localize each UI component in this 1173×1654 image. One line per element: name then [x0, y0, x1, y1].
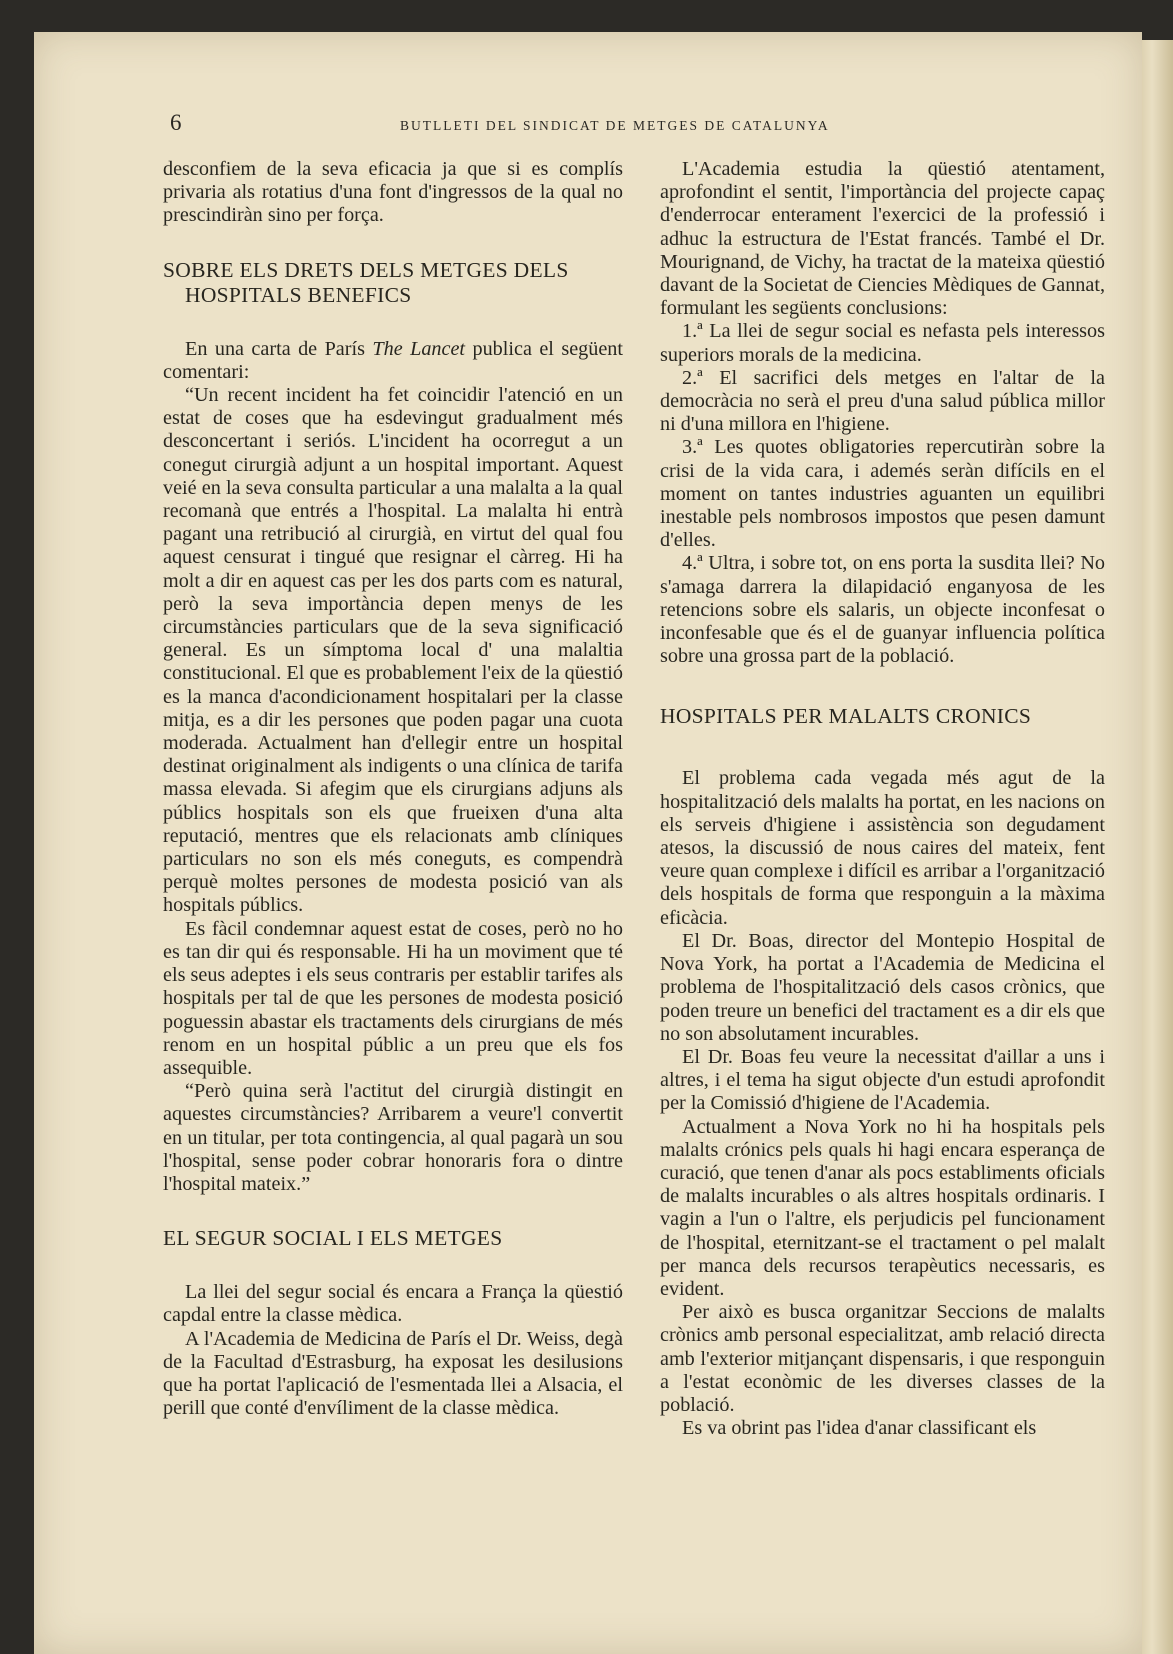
paragraph: A l'Academia de Medicina de París el Dr. Weiss, degà de la Facultad d'Estrasburg, ha exposat les desilusions que ha portat l'aplicació de l'esmentada llei a Alsacia, el perill que conté d'envíliment de la classe mèdica. — [163, 1327, 623, 1420]
heading-line: HOSPITALS BENEFICS — [185, 282, 412, 307]
text-run: En una carta de París — [185, 337, 373, 360]
paragraph: El Dr. Boas feu veure la necessitat d'aillar a uns i altres, i el tema ha sigut objecte d'un estudi aprofondit per la Comissió d'higiene de l'Academia. — [660, 1045, 1105, 1115]
heading-line: SOBRE ELS DRETS DELS METGES DELS — [163, 257, 569, 282]
paragraph: desconfiem de la seva eficacia ja que si es complís privaria als rotatius d'una font d'ingressos de la qual no prescindiràn sino per força. — [163, 158, 623, 227]
paragraph: Es fàcil condemnar aquest estat de coses, però no ho es tan dir qui és responsable. Hi ha un moviment que té els seus adeptes i els seus contraris per establir tarifes als hospitals per tal de que les persones de modesta posició poguessin abastar els tractaments dels cirurgians de més renom en un hospital públic a un preu que els fos assequible. — [163, 917, 623, 1079]
paragraph: L'Academia estudia la qüestió atentament, aprofondint el sentit, l'importància del projecte capaç d'enderrocar enterament l'exercici de la professió i adhuc la estructura de l'Estat francés. També el Dr. Mourignand, de Vichy, ha tractat de la mateixa qüestió davant de la Societat de Ciencies Mèdiques de Gannat, formulant les següents conclusions: — [660, 158, 1105, 320]
section-heading-segur-social: EL SEGUR SOCIAL I ELS METGES — [163, 1226, 503, 1251]
conclusion-item: 4.ª Ultra, i sobre tot, on ens porta la susdita llei? No s'amaga darrera la dilapidació enganyosa de les retencions sobre els salaris, un objecte inconfesat o inconfesable que és el de guanyar influencia política sobre una grossa part de la població. — [660, 552, 1105, 668]
conclusion-item: 2.ª El sacrifici dels metges en l'altar de la democràcia no serà el preu d'una salud pública millor ni d'una millora en l'higiene. — [660, 366, 1105, 436]
journal-title: The Lancet — [372, 337, 466, 360]
conclusion-item: 3.ª Les quotes obligatories repercutiràn sobre la crisi de la vida cara, i ademés seràn difícils en el moment on tantes industries aguanten un equilibri inestable pels nombrosos impostos que pesen damunt d'elles. — [660, 436, 1105, 552]
left-column — [163, 158, 623, 1420]
paragraph — [163, 338, 623, 384]
page-number: 6 — [170, 110, 182, 135]
section-heading-hospitals-cronics: HOSPITALS PER MALALTS CRONICS — [660, 704, 1032, 729]
page-header — [170, 110, 1100, 140]
running-title: BUTLLETI DEL SINDICAT DE METGES DE CATALUNYA — [400, 118, 830, 133]
paragraph: El problema cada vegada més agut de la hospitalització dels malalts ha portat, en les nacions on els serveis d'higiene i assistència son degudament atesos, la discussió de nous caires del mateix, fent veure quan complexe i difícil es arribar a l'organització dels hospitals de forma que responguin a la màxima eficàcia. — [660, 767, 1105, 929]
paragraph: La llei del segur social és encara a França la qüestió capdal entre la classe mèdica. — [163, 1281, 623, 1327]
section-heading-drets-metges — [163, 258, 623, 308]
right-column — [660, 158, 1105, 1440]
paragraph: “Però quina serà l'actitut del cirurgià distingit en aquestes circumstàncies? Arribarem a veure'l convertit en un titular, per tota contingencia, al qual pagarà un sou l'hospital, sense poder cobrar honoraris fora o dintre l'hospital mateix.” — [163, 1080, 623, 1195]
paragraph: “Un recent incident ha fet coincidir l'atenció en un estat de coses que ha esdevingut gradualment més desconcertant i seriós. L'incident ha ocorregut a un conegut cirurgià adjunt a un hospital important. Aquest veié en la seva consulta particular a una malalta a la qual recomanà que entrés a l'hospital. La malalta hi entrà pagant una retribució al cirurgià, en virtut del qual fou aquest censurat i tingué que resignar el càrreg. Hi ha molt a dir en aquest cas per les dos parts com es natural, però la seva importància depen menys de les circumstàncies particulars que de la seva significació general. Es un símptoma local d' una malaltia constitucional. El que es probablement l'eix de la qüestió es la manca d'acondicionament hospitalari per la classe mitja, es a dir les persones que poden pagar una cuota moderada. Actualment han d'ellegir entre un hospital destinat originalment als indigents o una clínica de tarifa massa elevada. Si afegim que els cirurgians adjuns als públics hospitals son els que frueixen d'una alta reputació, mentres que els relacionats amb clíniques particulars no son els més coneguts, es compendrà perquè moltes persones de modesta posició van als hospitals públics. — [163, 384, 623, 917]
paragraph: Es va obrint pas l'idea d'anar classificant els — [682, 1417, 1037, 1440]
conclusion-item: 1.ª La llei de segur social es nefasta pels interessos superiors morals de la medicina. — [660, 320, 1105, 366]
paragraph: Actualment a Nova York no hi ha hospitals pels malalts crónics pels quals hi hagi encara esperança de curació, que tenen d'anar als pocs establiments oficials de malalts incurables o als altres hospitals ordinaris. I vagin a l'un o l'altre, els perjudicis pel funcionament de l'hospital, eternitzant-se el tractament o pel malalt per manca dels recursos terapèutics necessaris, es evident. — [660, 1115, 1105, 1300]
paragraph: Per això es busca organitzar Seccions de malalts crònics amb personal especialitzat, amb relació directa amb l'exterior mitjançant dispensaris, i que responguin a l'estat econòmic de les diverses classes de la població. — [660, 1301, 1105, 1416]
page-edge — [1138, 40, 1173, 1654]
paragraph: El Dr. Boas, director del Montepio Hospital de Nova York, ha portat a l'Academia de Medicina el problema de l'hospitalització dels casos crònics, que poden treure un benefici del tractament es a dir els que no son absolutament incurables. — [660, 929, 1105, 1045]
text-run: publica el següent comentari: — [163, 337, 623, 383]
